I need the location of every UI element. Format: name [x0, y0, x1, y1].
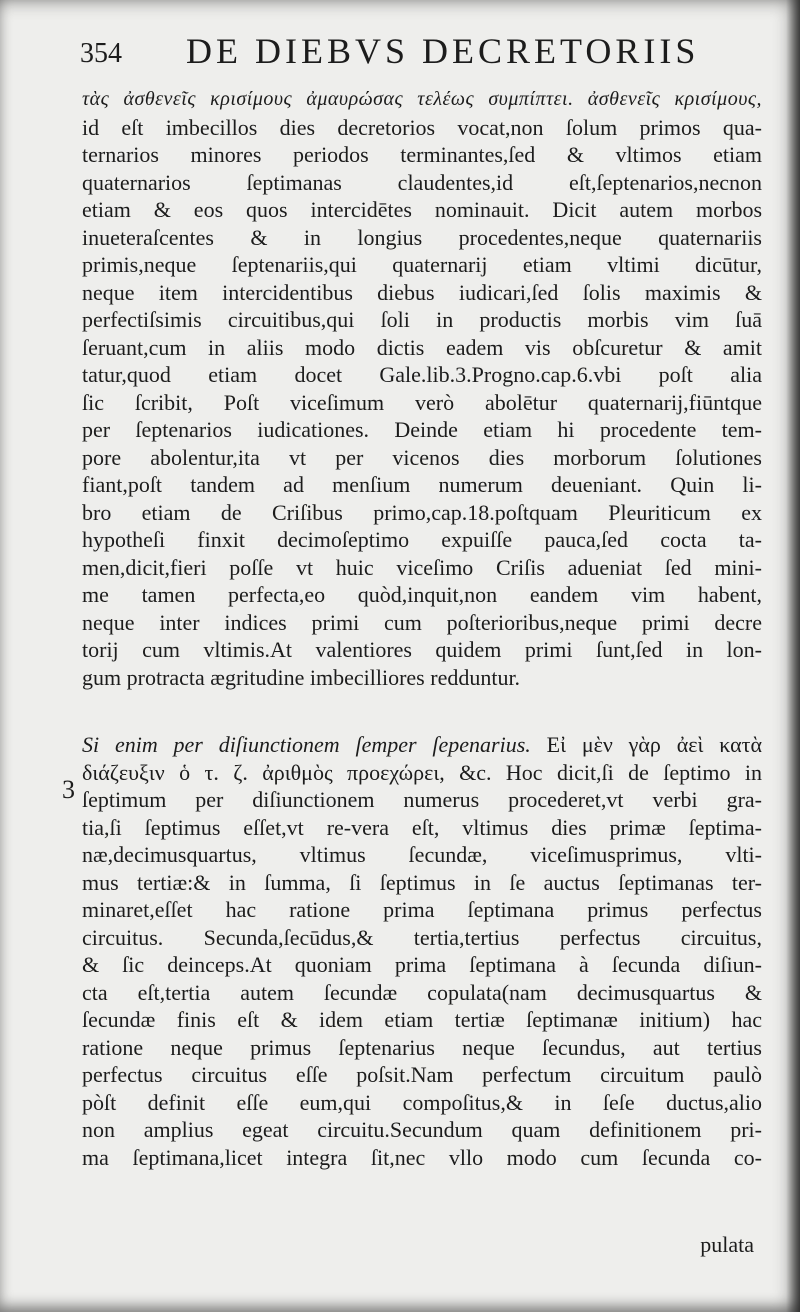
catchword: pulata	[700, 1232, 754, 1257]
text-line: perfectus circuitus eſſe poſsit.Nam perfectum circuitum paulò	[82, 1062, 762, 1087]
text-line: ſeptimum per diſiunctionem numerus procederet,vt verbi gra-	[82, 787, 762, 812]
text-line: tatur,quod etiam docet Gale.lib.3.Progno.cap.6.vbi poſt alia	[82, 362, 762, 387]
text-line: me tamen perfecta,eo quòd,inquit,non eandem vim habent,	[82, 582, 762, 607]
main-text	[82, 86, 762, 1171]
lemma-greek-2: διάζευξιν ὁ τ. ζ. ἀριθμὸς προεχώρει, &c.	[82, 759, 492, 785]
text-line: ratione neque primus ſeptenarius neque ſecundus, aut tertius	[82, 1034, 762, 1060]
lemma-line-2	[82, 759, 762, 787]
text-line: ſeruant,cum in aliis modo dictis eadem vis obſcuretur & amit	[82, 334, 762, 360]
paragraph-gap	[82, 691, 762, 731]
lemma-greek-1: Εἰ μὲν γὰρ ἀεὶ κατὰ	[546, 732, 763, 757]
text-line: Hoc dicit,ſi de ſeptimo in	[505, 759, 763, 785]
text-line: hypotheſi finxit decimoſeptimo expuiſſe pauca,ſed cocta ta-	[82, 527, 762, 552]
text-line: neque item intercidentibus diebus iudicari,ſed ſolis maximis &	[82, 279, 762, 305]
text-line: cta eſt,tertia autem ſecundæ copulata(nam decimusquartus &	[82, 979, 762, 1005]
text-line: torij cum vltimis.At valentiores quidem primi ſunt,ſed in lon-	[82, 637, 762, 662]
paragraph-2	[82, 731, 762, 1171]
text-line: ſecundæ finis eſt & idem etiam tertiæ ſeptimanæ initium) hac	[82, 1007, 762, 1032]
text-line: ſic ſcribit, Poſt viceſimum verò abolētur quaternarij,fiūntque	[82, 389, 762, 415]
paragraph-1	[82, 86, 762, 691]
text-line: id eſt imbecillos dies decretorios vocat,non ſolum primos qua-	[82, 114, 762, 140]
text-line: primis,neque ſeptenariis,qui quaternarij etiam vltimi dicūtur,	[82, 252, 762, 277]
text-line: pore abolentur,ita vt per vicenos dies morborum ſolutiones	[82, 444, 762, 470]
text-line: ma ſeptimana,licet integra ſit,nec vllo modo cum ſecunda co-	[82, 1144, 762, 1170]
text-line: næ,decimusquartus, vltimus ſecundæ, viceſimusprimus, vlti-	[82, 842, 762, 867]
greek-quotation-line: τὰς ἀσθενεῖς κρισίμους ἀμαυρώσας τελέως συμπίπτει. ἀσθενεῖς κρισίμους,	[82, 88, 762, 110]
margin-note-number: 3	[62, 775, 75, 804]
lemma-latin: Si enim per diſiunctionem ſemper ſepenarius.	[82, 732, 531, 757]
text-line: minaret,eſſet hac ratione prima ſeptimana primus perfectus	[82, 897, 762, 922]
running-head	[80, 30, 770, 80]
text-line: etiam & eos quos intercidētes nominauit. Dicit autem morbos	[82, 197, 762, 222]
text-line: circuitus. Secunda,ſecūdus,& tertia,tertius perfectus circuitus,	[82, 924, 762, 950]
text-line: inueteraſcentes & in longius procedentes,neque quaternariis	[82, 224, 762, 250]
text-line: men,dicit,fieri poſſe vt huic viceſimo Criſis adueniat ſed mini-	[82, 554, 762, 580]
page-number: 354	[80, 38, 122, 69]
text-line: pòſt definit eſſe eum,qui compoſitus,& in ſeſe ductus,alio	[82, 1089, 762, 1115]
lemma-line-1	[82, 731, 762, 759]
text-line: fiant,poſt tandem ad menſium numerum deueniant. Quin li-	[82, 472, 762, 497]
running-head-title: DE DIEBVS DECRETORIIS	[186, 31, 700, 71]
text-line: perfectiſsimis circuitibus,qui ſoli in productis morbis vim ſuā	[82, 307, 762, 332]
text-line: quaternarios ſeptimanas claudentes,id eſt,ſeptenarios,necnon	[82, 169, 762, 195]
text-line: neque inter indices primi cum poſterioribus,neque primi decre	[82, 609, 762, 635]
text-line: mus tertiæ:& in ſumma, ſi ſeptimus in ſe auctus ſeptimanas ter-	[82, 869, 762, 895]
page-gutter-shadow	[786, 0, 800, 1312]
text-line: non amplius egeat circuitu.Secundum quam definitionem pri-	[82, 1117, 762, 1142]
text-line: gum protracta ægritudine imbecilliores redduntur.	[82, 664, 521, 690]
text-line: per ſeptenarios iudicationes. Deinde etiam hi procedente tem-	[82, 417, 762, 442]
text-line: tia,ſi ſeptimus eſſet,vt re-vera eſt, vltimus dies primæ ſeptima-	[82, 814, 762, 840]
paragraph-2-body	[82, 786, 762, 1171]
text-line: bro etiam de Criſibus primo,cap.18.poſtquam Pleuriticum ex	[82, 499, 762, 525]
text-line: & ſic deinceps.At quoniam prima ſeptimana à ſecunda diſiun-	[82, 952, 762, 977]
text-line: ternarios minores periodos terminantes,ſed & vltimos etiam	[82, 142, 762, 167]
